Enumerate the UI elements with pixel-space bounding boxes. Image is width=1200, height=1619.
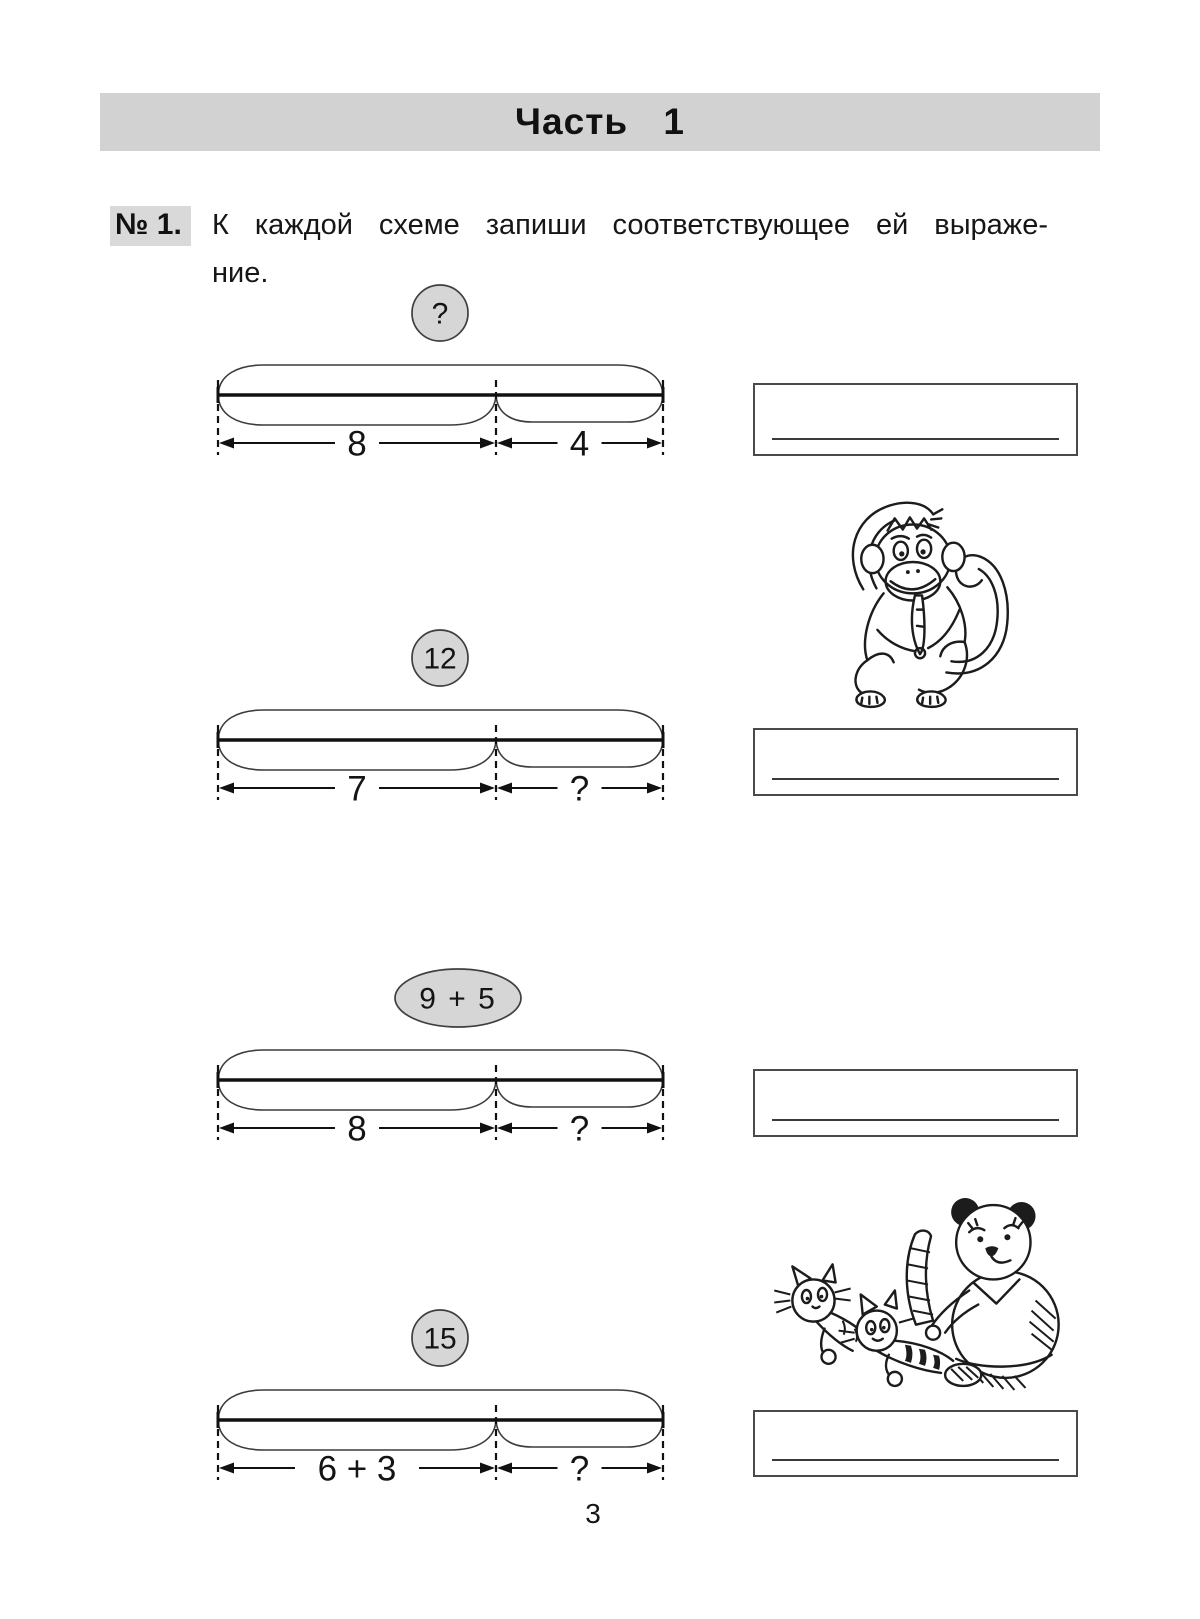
scheme-diagram — [200, 628, 680, 803]
total-label: ? — [431, 297, 449, 331]
brace-curve — [496, 740, 663, 767]
brace-curve — [218, 365, 663, 395]
page-number: 3 — [585, 1498, 601, 1529]
answer-box-1[interactable] — [753, 383, 1078, 456]
brace-curve — [218, 1420, 496, 1450]
brace-curve — [218, 710, 663, 740]
scheme-diagram — [200, 968, 680, 1143]
monkey-illustration — [814, 488, 1022, 716]
segment-label: 8 — [347, 424, 367, 458]
panda-cats-illustration — [772, 1190, 1074, 1396]
answer-write-line — [772, 1119, 1059, 1121]
scheme-1 — [200, 283, 680, 458]
segment-label: 4 — [569, 424, 590, 458]
scheme-3 — [200, 968, 680, 1143]
segment-label: 7 — [347, 769, 367, 803]
answer-box-3[interactable] — [753, 1069, 1078, 1137]
scheme-diagram — [200, 283, 680, 458]
total-label: 9 + 5 — [419, 982, 497, 1016]
brace-curve — [218, 395, 496, 425]
brace-curve — [218, 1390, 663, 1420]
scheme-4 — [200, 1308, 680, 1483]
part-header — [100, 93, 1100, 151]
answer-write-line — [772, 778, 1059, 780]
answer-write-line — [772, 1459, 1059, 1461]
answer-box-2[interactable] — [753, 728, 1078, 796]
task-instruction-line2: ние. — [212, 257, 269, 289]
brace-curve — [496, 395, 663, 422]
task-number-badge: № 1. — [110, 206, 191, 246]
segment-label: 8 — [347, 1109, 367, 1143]
part-header-title: Часть 1 — [515, 101, 685, 142]
total-label: 15 — [423, 1322, 457, 1356]
brace-curve — [496, 1080, 663, 1107]
brace-curve — [218, 1050, 663, 1080]
answer-box-4[interactable] — [753, 1410, 1078, 1477]
brace-curve — [496, 1420, 663, 1447]
segment-label: ? — [569, 769, 590, 803]
total-label: 12 — [423, 642, 457, 676]
scheme-2 — [200, 628, 680, 803]
scheme-diagram — [200, 1308, 680, 1483]
task-instruction-line1: К каждой схеме запиши соответствующее ей выраже- — [212, 209, 1048, 241]
brace-curve — [218, 740, 496, 770]
segment-label: 6 + 3 — [317, 1449, 397, 1483]
brace-curve — [218, 1080, 496, 1110]
segment-label: ? — [569, 1449, 590, 1483]
answer-write-line — [772, 438, 1059, 440]
segment-label: ? — [569, 1109, 590, 1143]
